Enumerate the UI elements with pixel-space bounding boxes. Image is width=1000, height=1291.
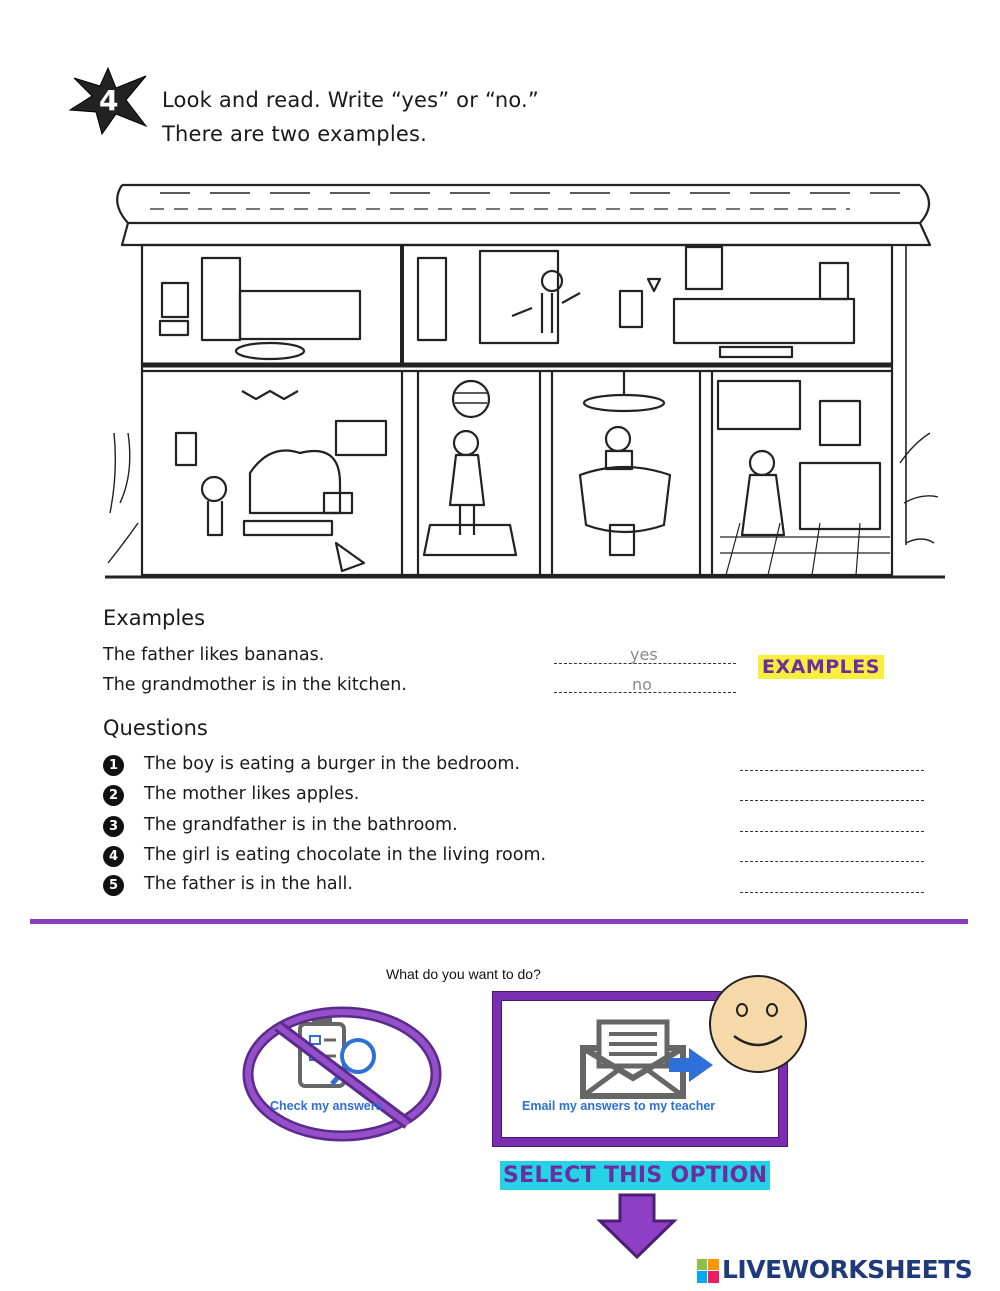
answer-input-4[interactable] [740, 861, 924, 862]
example-answer-1: yes [630, 645, 658, 664]
answer-input-2[interactable] [740, 800, 924, 801]
question-number-5: 5 [103, 875, 124, 896]
question-sentence-2: The mother likes apples. [144, 784, 360, 804]
liveworksheets-logo-icon [697, 1259, 719, 1283]
smiley-face-icon [706, 972, 810, 1076]
question-number-3: 3 [103, 816, 124, 837]
questions-heading: Questions [103, 716, 208, 740]
email-answers-label[interactable]: Email my answers to my teacher [522, 1099, 716, 1113]
exercise-number: 4 [99, 84, 119, 117]
examples-heading: Examples [103, 606, 206, 630]
example-sentence-2: The grandmother is in the kitchen. [103, 675, 407, 695]
question-sentence-3: The grandfather is in the bathroom. [144, 815, 458, 835]
question-sentence-1: The boy is eating a burger in the bedroom. [144, 754, 520, 774]
brand-name: LIVEWORKSHEETS [722, 1255, 973, 1284]
instruction-line-2: There are two examples. [162, 122, 427, 146]
check-answers-label[interactable]: Check my answers [270, 1099, 383, 1113]
question-number-4: 4 [103, 846, 124, 867]
instruction-line-1: Look and read. Write “yes” or “no.” [162, 88, 540, 112]
answer-input-5[interactable] [740, 892, 924, 893]
down-arrow-icon [596, 1193, 678, 1259]
house-illustration [100, 163, 950, 585]
question-sentence-5: The father is in the hall. [144, 874, 353, 894]
example-sentence-1: The father likes bananas. [103, 645, 325, 665]
answer-input-1[interactable] [740, 770, 924, 771]
exercise-number-badge [66, 66, 150, 136]
examples-highlight-tag: EXAMPLES [758, 655, 884, 679]
answer-input-3[interactable] [740, 831, 924, 832]
example-answer-2: no [632, 675, 652, 694]
check-answers-option-crossed [238, 1000, 448, 1150]
select-option-hint: SELECT THIS OPTION [500, 1161, 770, 1190]
question-number-2: 2 [103, 785, 124, 806]
section-divider [30, 919, 968, 924]
question-number-1: 1 [103, 755, 124, 776]
question-sentence-4: The girl is eating chocolate in the living room. [144, 845, 547, 865]
action-prompt: What do you want to do? [386, 966, 541, 982]
